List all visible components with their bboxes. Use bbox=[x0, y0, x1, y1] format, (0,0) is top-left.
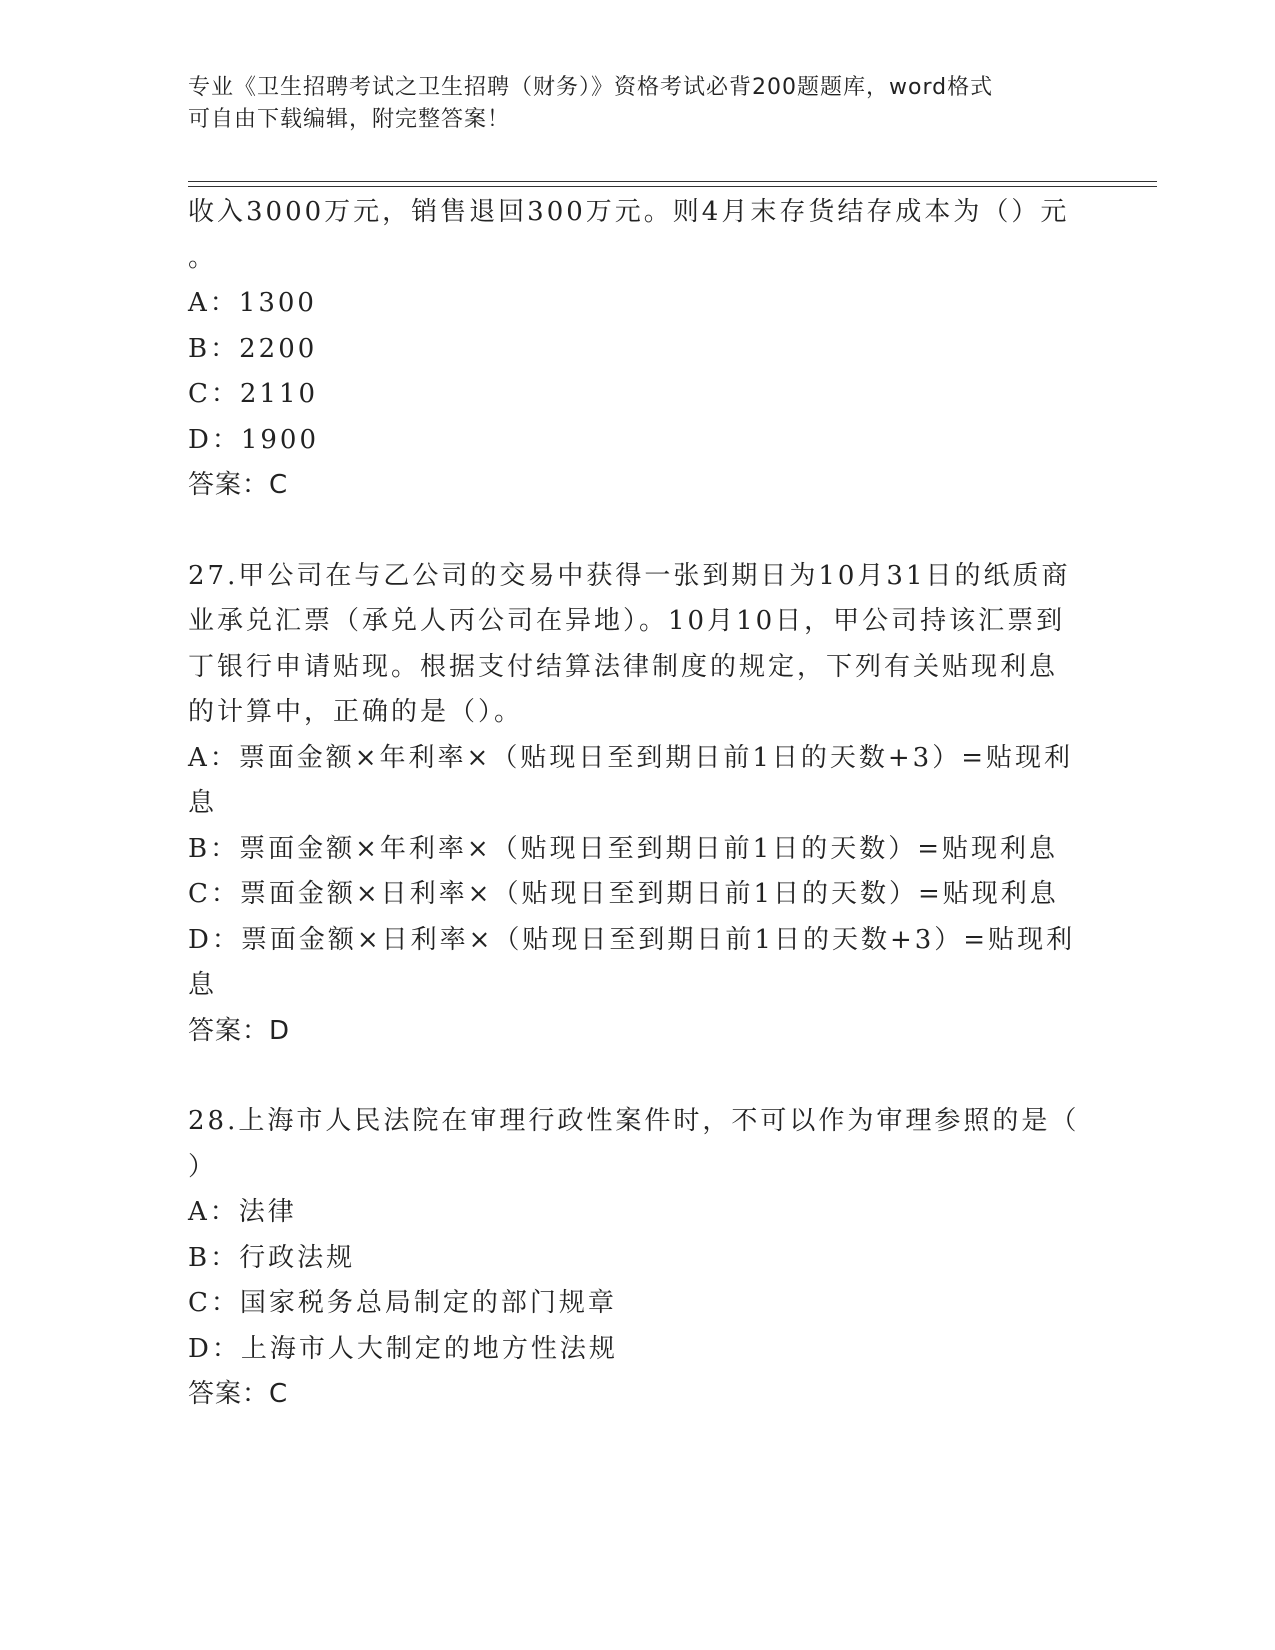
question-28-block bbox=[188, 1099, 1088, 1418]
question-27-option-b: B：票面金额×年利率×（贴现日至到期日前1日的天数）=贴现利息 bbox=[188, 833, 1059, 864]
question-28-stem-line-2: ） bbox=[188, 1151, 218, 1182]
header-divider-bottom bbox=[188, 186, 1157, 187]
question-content bbox=[188, 190, 1088, 1418]
question-28-option-d: D：上海市人大制定的地方性法规 bbox=[188, 1333, 618, 1364]
question-27-block bbox=[188, 554, 1088, 1055]
question-28-option-a: A：法律 bbox=[188, 1197, 297, 1227]
question-27-option-d-line-1: D：票面金额×日利率×（贴现日至到期日前1日的天数+3）=贴现利 bbox=[188, 924, 1076, 955]
question-27-stem-line-1: 27.甲公司在与乙公司的交易中获得一张到期日为10月31日的纸质商 bbox=[188, 560, 1071, 591]
spacer bbox=[188, 1054, 1088, 1099]
question-27-stem-line-3: 丁银行申请贴现。根据支付结算法律制度的规定，下列有关贴现利息 bbox=[188, 651, 1059, 682]
question-27-option-a-line-2: 息 bbox=[188, 788, 218, 818]
question-27-option-a-line-1: A：票面金额×年利率×（贴现日至到期日前1日的天数+3）=贴现利 bbox=[188, 742, 1074, 773]
question-28-option-b: B：行政法规 bbox=[188, 1242, 356, 1273]
header-divider-top bbox=[188, 181, 1157, 182]
document-header bbox=[188, 72, 1058, 136]
question-26-option-d: D：1900 bbox=[188, 424, 320, 455]
header-title-line-2: 可自由下载编辑，附完整答案！ bbox=[188, 107, 511, 132]
question-28-answer: 答案：C bbox=[188, 1379, 289, 1409]
spacer bbox=[188, 509, 1088, 554]
question-26-stem-line-1: 收入3000万元，销售退回300万元。则4月末存货结存成本为（）元 bbox=[188, 197, 1070, 227]
question-26-option-b: B：2200 bbox=[188, 333, 318, 364]
question-27-option-c: C：票面金额×日利率×（贴现日至到期日前1日的天数）=贴现利息 bbox=[188, 879, 1059, 909]
question-27-option-d-line-2: 息 bbox=[188, 970, 218, 1000]
question-26-option-c: C：2110 bbox=[188, 379, 319, 409]
question-28-stem-line-1: 28.上海市人民法院在审理行政性案件时，不可以作为审理参照的是（ bbox=[188, 1106, 1080, 1136]
header-title-line-1: 专业《卫生招聘考试之卫生招聘（财务）》资格考试必背200题题库，word格式 bbox=[188, 75, 994, 100]
question-28-option-c: C：国家税务总局制定的部门规章 bbox=[188, 1288, 617, 1318]
question-27-answer: 答案：D bbox=[188, 1015, 291, 1046]
question-26-stem-line-2: 。 bbox=[188, 242, 218, 273]
question-26-option-a: A：1300 bbox=[188, 288, 317, 318]
question-26-block bbox=[188, 190, 1088, 509]
question-27-stem-line-2: 业承兑汇票（承兑人丙公司在异地）。10月10日，甲公司持该汇票到 bbox=[188, 606, 1066, 636]
question-26-answer: 答案：C bbox=[188, 470, 289, 500]
question-27-stem-line-4: 的计算中，正确的是（）。 bbox=[188, 697, 524, 727]
